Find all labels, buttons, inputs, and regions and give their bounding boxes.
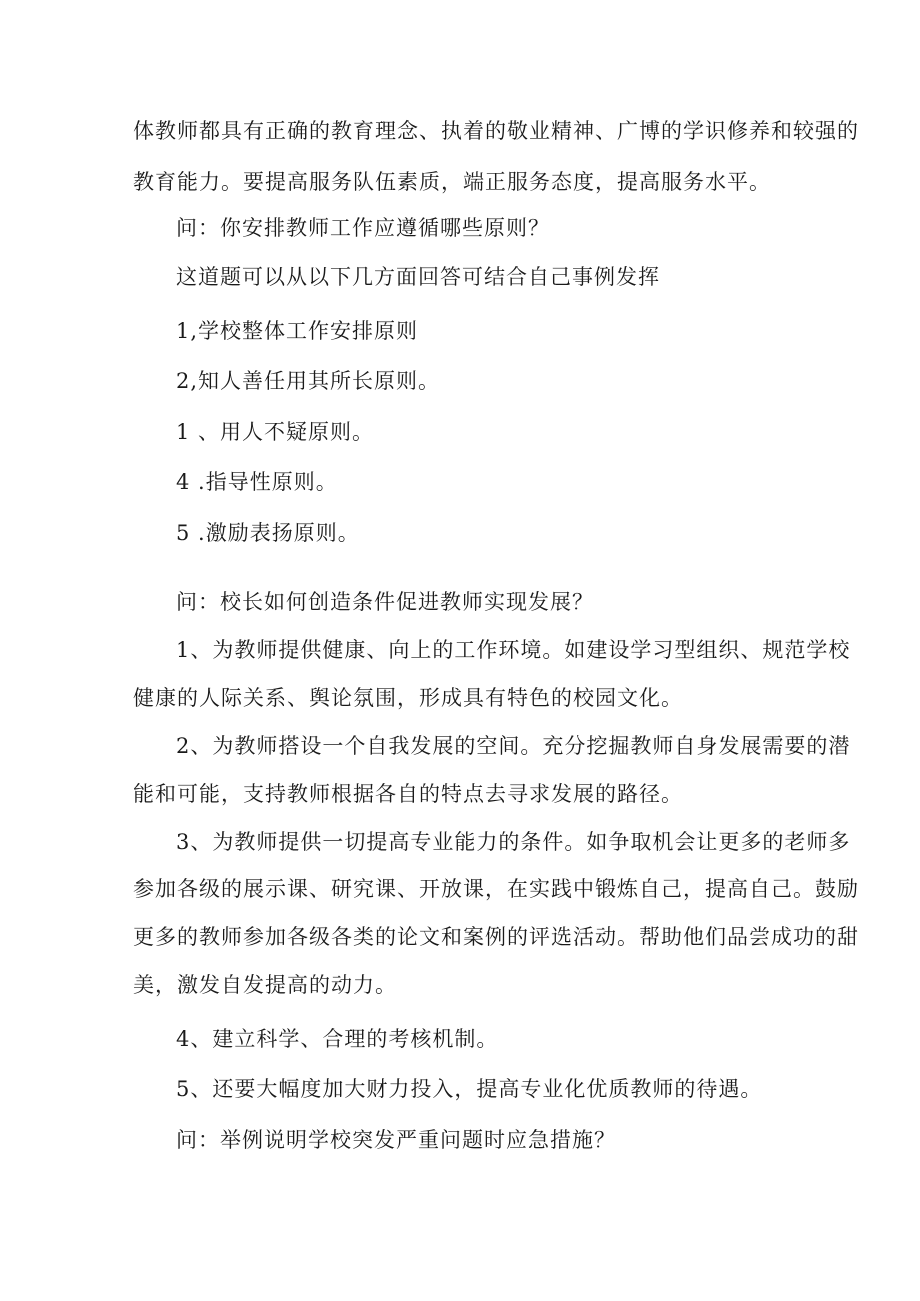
list-item: 1 、用人不疑原则。 [176, 420, 375, 444]
paragraph-line: 能和可能，支持教师根据各自的特点去寻求发展的路径。 [133, 782, 683, 806]
question-heading: 问：你安排教师工作应遵循哪些原则？ [176, 216, 550, 240]
list-item: 5 .激励表扬原则。 [176, 521, 360, 545]
paragraph-line: 美，激发自发提高的动力。 [133, 973, 397, 997]
list-item: 2,知人善任用其所长原则。 [176, 369, 441, 393]
list-item: 4、建立科学、合理的考核机制。 [176, 1027, 499, 1051]
list-item: 5、还要大幅度加大财力投入，提高专业化优质教师的待遇。 [176, 1077, 763, 1101]
paragraph-line: 健康的人际关系、舆论氛围，形成具有特色的校园文化。 [133, 686, 683, 710]
list-item: 3、为教师提供一切提高专业能力的条件。如争取机会让更多的老师多 [176, 830, 851, 854]
question-heading: 问：举例说明学校突发严重问题时应急措施？ [176, 1128, 616, 1152]
paragraph-line: 体教师都具有正确的教育理念、执着的敬业精神、广博的学识修养和较强的 [133, 119, 859, 143]
list-item: 4 .指导性原则。 [176, 470, 338, 494]
paragraph-line: 参加各级的展示课、研究课、开放课，在实践中锻炼自己，提高自己。鼓励 [133, 877, 859, 901]
paragraph-line: 这道题可以从以下几方面回答可结合自己事例发挥 [176, 265, 660, 289]
question-heading: 问：校长如何创造条件促进教师实现发展？ [176, 590, 594, 614]
list-item: 1、为教师提供健康、向上的工作环境。如建设学习型组织、规范学校 [176, 638, 851, 662]
paragraph-line: 教育能力。要提高服务队伍素质，端正服务态度，提高服务水平。 [133, 170, 771, 194]
paragraph-line: 更多的教师参加各级各类的论文和案例的评选活动。帮助他们品尝成功的甜 [133, 925, 859, 949]
list-item: 1,学校整体工作安排原则 [176, 319, 419, 343]
list-item: 2、为教师搭设一个自我发展的空间。充分挖掘教师自身发展需要的潜 [176, 734, 851, 758]
